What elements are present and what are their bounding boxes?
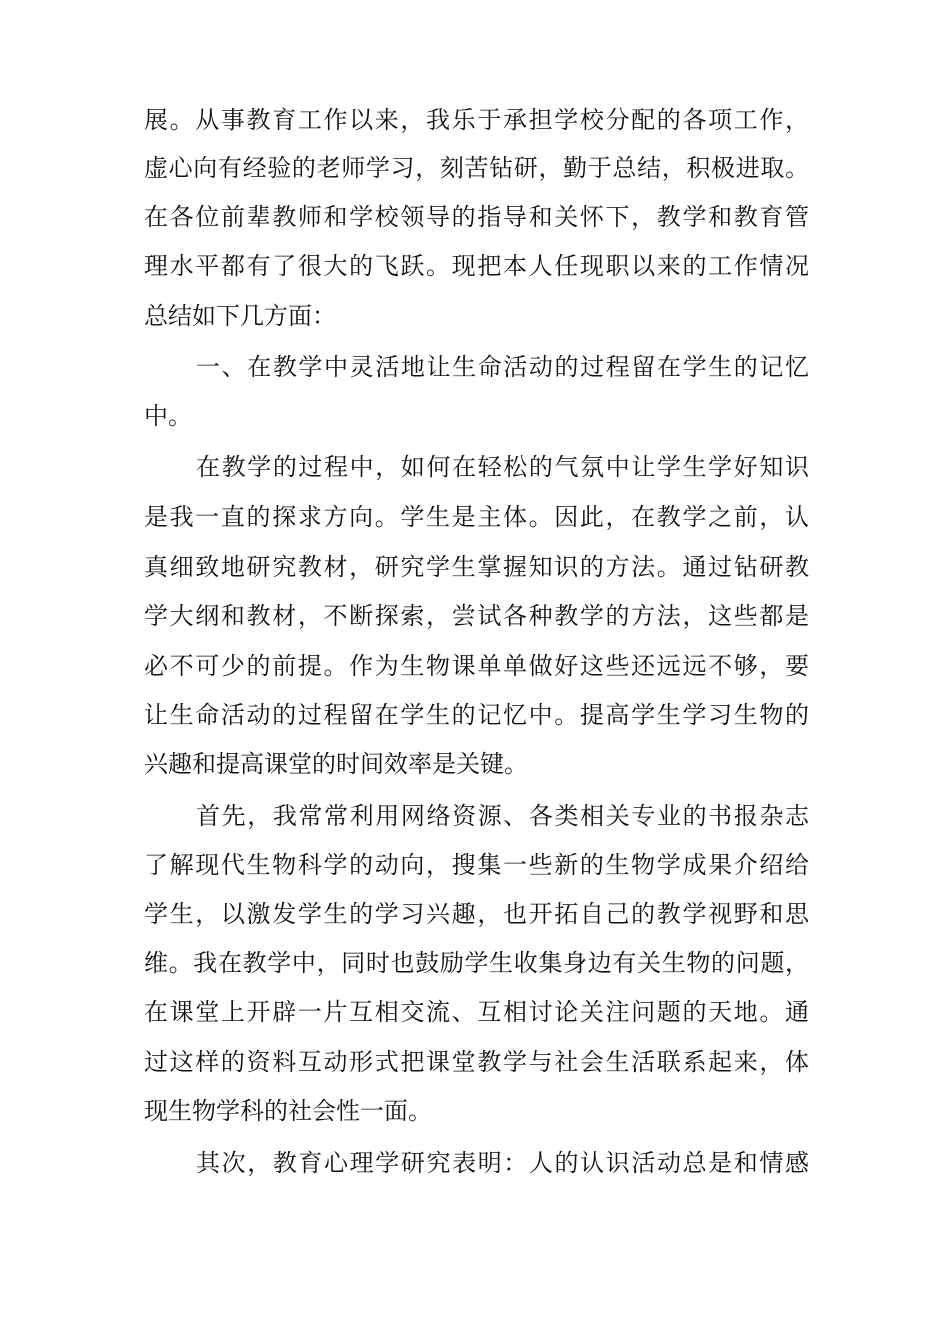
text-line: 是我一直的探求方向。学生是主体。因此，在教学之前，认 xyxy=(144,503,809,531)
text-line: 让生命活动的过程留在学生的记忆中。提高学生学习生物的 xyxy=(144,701,809,729)
text-line: 总结如下几方面： xyxy=(144,302,336,330)
text-line: 首先，我常常利用网络资源、各类相关专业的书报杂志 xyxy=(196,802,809,830)
text-line: 了解现代生物科学的动向，搜集一些新的生物学成果介绍给 xyxy=(144,851,809,879)
text-line: 学大纲和教材，不断探索，尝试各种教学的方法，这些都是 xyxy=(144,602,809,630)
heading-line: 一、在教学中灵活地让生命活动的过程留在学生的记忆 xyxy=(196,353,809,381)
text-line: 展。从事教育工作以来，我乐于承担学校分配的各项工作， xyxy=(144,106,809,134)
text-line: 真细致地研究教材，研究学生掌握知识的方法。通过钻研教 xyxy=(144,553,809,581)
text-line: 理水平都有了很大的飞跃。现把本人任现职以来的工作情况 xyxy=(144,252,809,280)
heading-line: 中。 xyxy=(144,402,192,430)
text-line: 学生，以激发学生的学习兴趣，也开拓自己的教学视野和思 xyxy=(144,900,809,928)
text-line: 其次，教育心理学研究表明：人的认识活动总是和情感 xyxy=(196,1149,809,1177)
text-line: 必不可少的前提。作为生物课单单做好这些还远远不够，要 xyxy=(144,652,809,680)
text-line: 过这样的资料互动形式把课堂教学与社会生活联系起来，体 xyxy=(144,1048,809,1076)
text-line: 在教学的过程中，如何在轻松的气氛中让学生学好知识 xyxy=(196,453,809,481)
text-line: 在课堂上开辟一片互相交流、互相讨论关注问题的天地。通 xyxy=(144,998,809,1026)
text-line: 在各位前辈教师和学校领导的指导和关怀下，教学和教育管 xyxy=(144,203,809,231)
text-line: 维。我在教学中，同时也鼓励学生收集身边有关生物的问题， xyxy=(144,949,809,977)
text-line: 兴趣和提高课堂的时间效率是关键。 xyxy=(144,750,528,778)
text-line: 虚心向有经验的老师学习，刻苦钻研，勤于总结，积极进取。 xyxy=(144,154,809,182)
text-line: 现生物学科的社会性一面。 xyxy=(144,1097,432,1125)
